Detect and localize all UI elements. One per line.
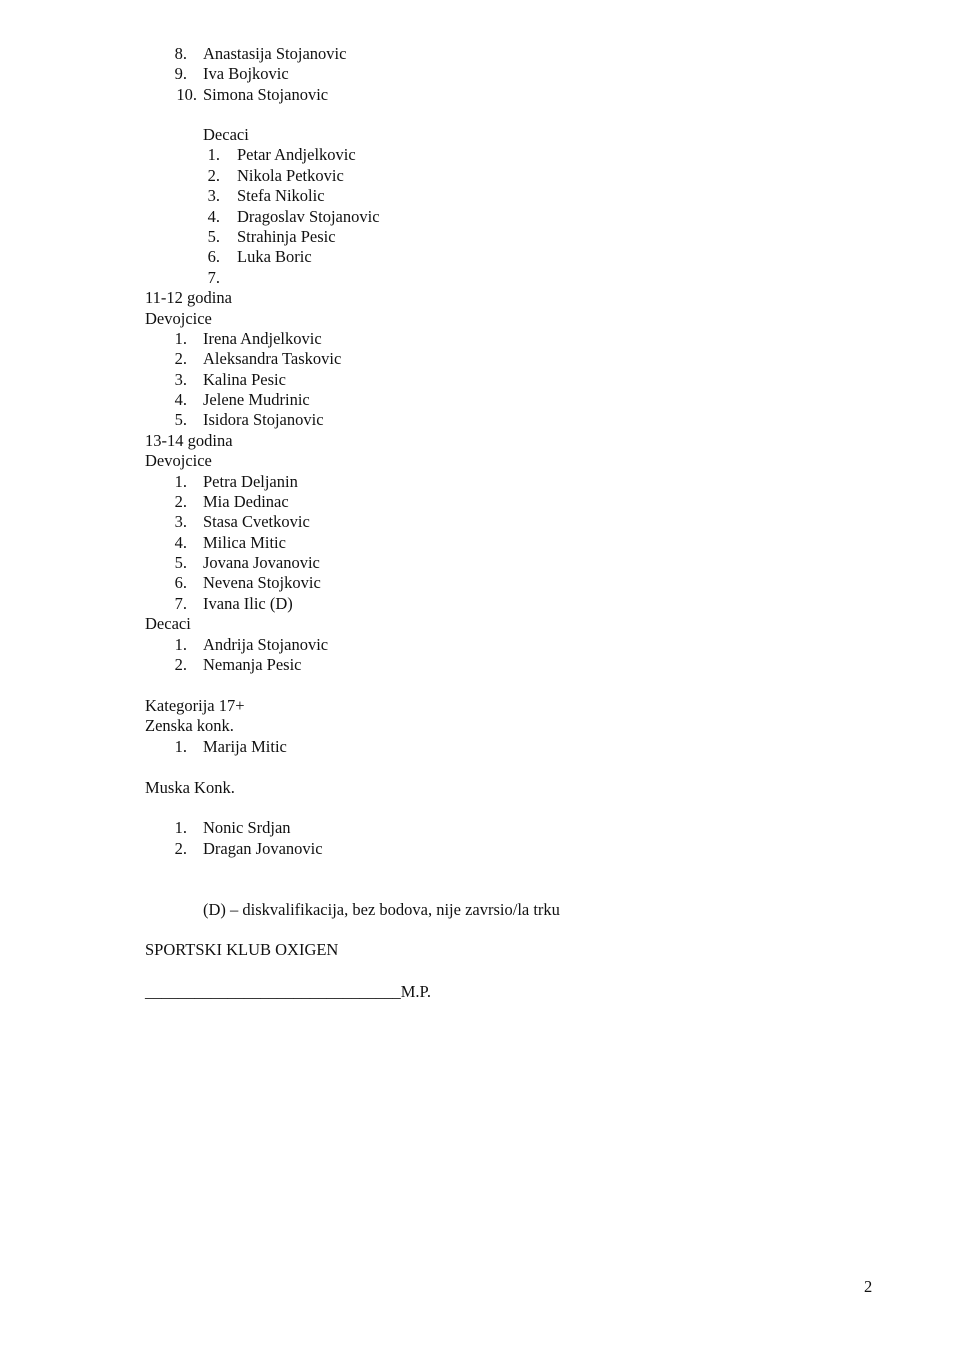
signature-line: _______________________________M.P. <box>145 982 432 1001</box>
section-heading-devojcice: Devojcice <box>145 309 212 328</box>
page-number: 2 <box>864 1277 873 1296</box>
age-group-heading-13-14: 13-14 godina <box>145 431 233 450</box>
section-heading-zenska: Zenska konk. <box>145 716 234 735</box>
category-heading: Kategorija 17+ <box>145 696 245 715</box>
section-heading-decaci: Decaci <box>145 614 191 633</box>
document-page: 8. Anastasija Stojanovic 9. Iva Bojkovic 10. Simona Stojanovic Decaci 1. Petar Andjelkovic 2. Nikola Petkovic 3. Stefa Nikolic 4. Dragoslav Stojanovic 5. Strahinja Pesic 6. Luka Boric 7. 11-12 godina Devojcice 1. Irena Andjelkovic 2. Aleksandra Taskovic 3. Kalina Pesic 4. Jelene Mudrinic 5. Isidora Stojanovic 13-14 godina Devojcice 1. Petra Deljanin 2. Mia Dedinac 3. Stasa Cvetkovic 4. Milica Mitic 5. Jovana Jovanovic 6. Nevena Stojkovic 7. Ivana Ilic (D) Decaci 1. Andrija Stojanovic 2. Nemanja Pesic Kategorija 17+ Zenska konk. 1. Marija Mitic Muska Konk. 1. Nonic Srdjan 2. Dragan Jovanovic (D) – diskvalifikacija, bez bodova, nije zavrsio/la trku SPORTSKI KLUB OXIGEN _______________________________M.P. 2 <box>145 44 873 1296</box>
age-group-heading-11-12: 11-12 godina <box>145 288 232 307</box>
section-heading-decaci: Decaci <box>203 125 249 144</box>
section-heading-devojcice: Devojcice <box>145 451 212 470</box>
legend-note: (D) – diskvalifikacija, bez bodova, nije zavrsio/la trku <box>203 900 560 919</box>
club-name: SPORTSKI KLUB OXIGEN <box>145 940 339 959</box>
section-heading-muska: Muska Konk. <box>145 778 235 797</box>
